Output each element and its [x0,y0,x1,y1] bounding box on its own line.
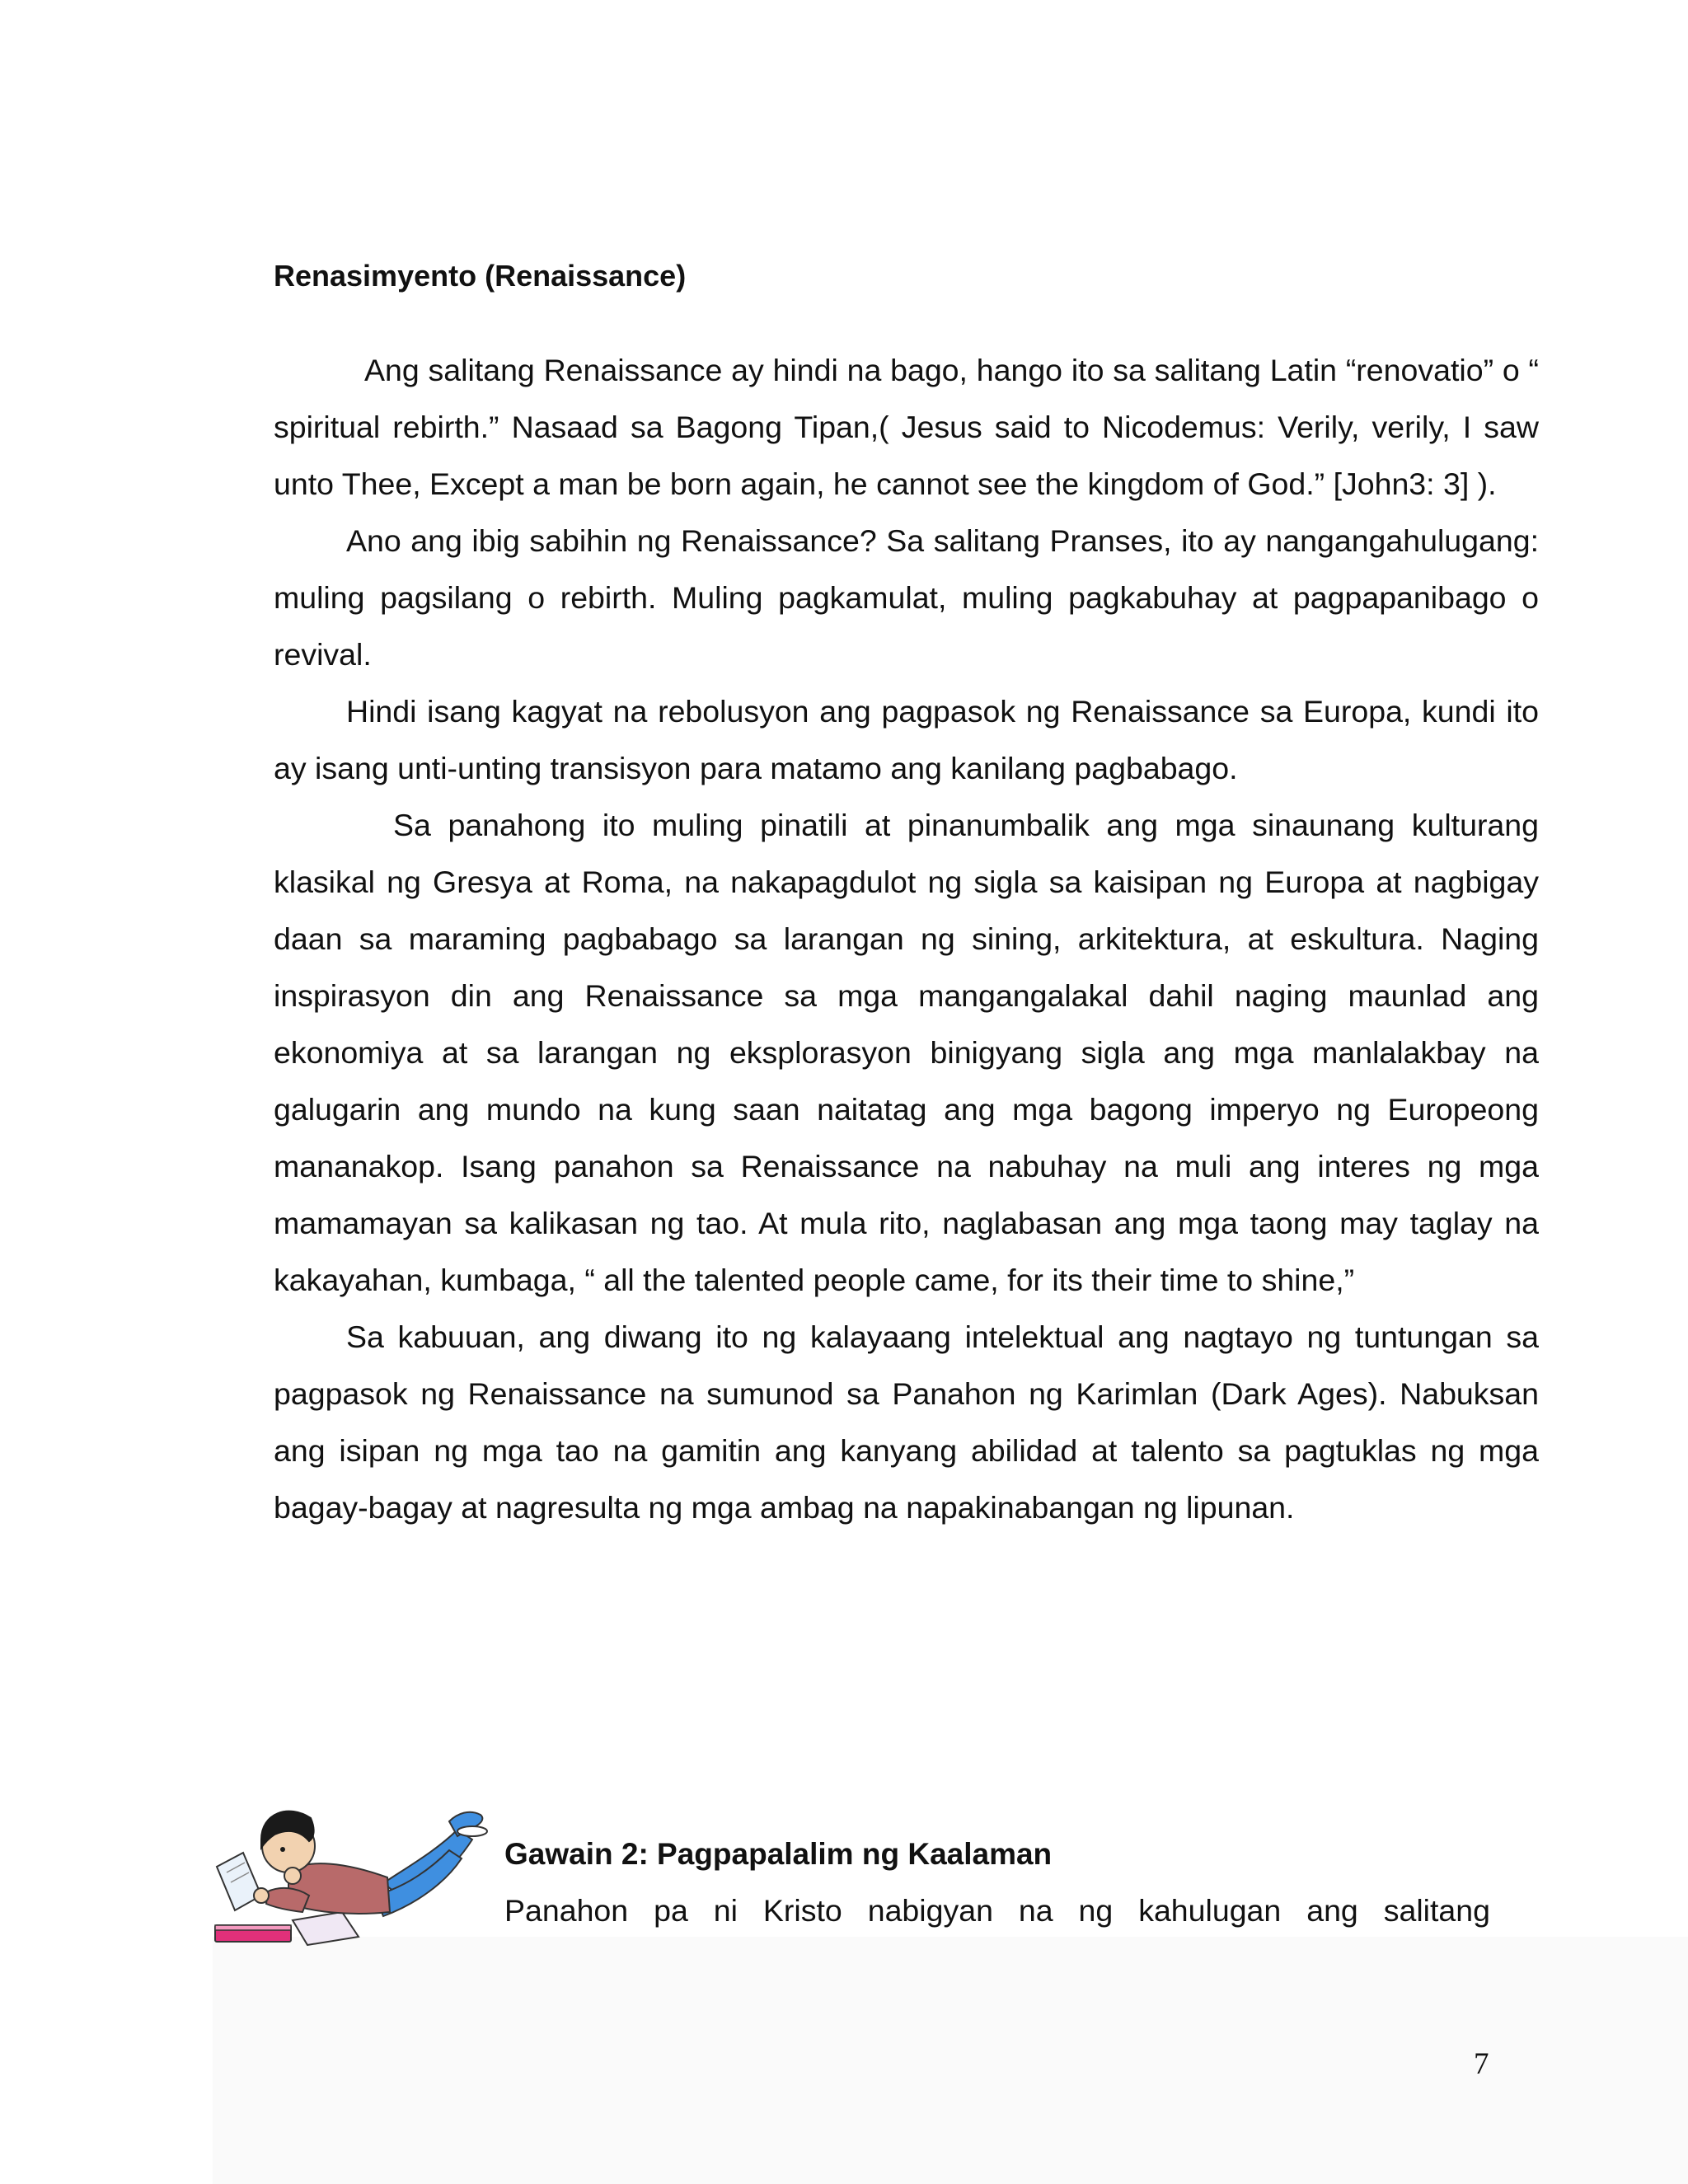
section-heading: Renasimyento (Renaissance) [274,259,687,293]
paragraph-3: Hindi isang kagyat na rebolusyon ang pagpasok ng Renaissance sa Europa, kundi ito ay isang unti-unting transisyon para matamo ang kanilang pagbabago. [274,694,1539,785]
paragraph-5: Sa kabuuan, ang diwang ito ng kalayaang intelektual ang nagtayo ng tuntungan sa pagpasok ng Renaissance na sumunod sa Panahon ng Karimlan (Dark Ages). Nabuksan ang isipan ng mga tao na gamitin ang kanyang abilidad at talento sa pagtuklas ng mga bagay-bagay at nagresulta ng mga ambag na napakinabangan ng lipunan. [274,1319,1539,1525]
paragraph-4: Sa panahong ito muling pinatili at pinanumbalik ang mga sinaunang kulturang klasikal ng Gresya at Roma, na nakapagdulot ng sigla sa kaisipan ng Europa at nagbigay daan sa maraming pagbabago sa larangan ng sining, arkitektura, at eskultura. Naging inspirasyon din ang Renaissance sa mga mangangalakal dahil naging maunlad ang ekonomiya at sa larangan ng eksplorasyon binigyang sigla ang mga manlalakbay na galugarin ang mundo na kung saan naitatag ang mga bagong imperyo ng Europeong mananakop. Isang panahon sa Renaissance na nabuhay na muli ang interes ng mga mamamayan sa kalikasan ng tao. At mula rito, naglabasan ang mga taong may taglay na kakayahan, kumbaga, “ all the talented people came, for its their time to shine,” [274,808,1539,1297]
page-shading [213,1937,1688,2184]
paragraph-2: Ano ang ibig sabihin ng Renaissance? Sa salitang Pranses, ito ay nangangahulugang: muling pagsilang o rebirth. Muling pagkamulat, muling pagkabuhay at pagpapanibago o revival. [274,523,1539,672]
body-text [274,342,1539,1536]
reading-boy-illustration [210,1780,490,1961]
activity-title: Gawain 2: Pagpapalalim ng Kaalaman [504,1837,1053,1871]
activity-text: Panahon pa ni Kristo nabigyan na ng kahulugan ang salitang [504,1893,1490,1928]
page-number: 7 [1474,2047,1489,2081]
paragraph-1: Ang salitang Renaissance ay hindi na bago, hango ito sa salitang Latin “renovatio” o “ spiritual rebirth.” Nasaad sa Bagong Tipan,( Jesus said to Nicodemus: Verily, verily, I saw unto Thee, Except a man be born again, he cannot see the kingdom of God.” [John3: 3] ). [274,353,1539,501]
